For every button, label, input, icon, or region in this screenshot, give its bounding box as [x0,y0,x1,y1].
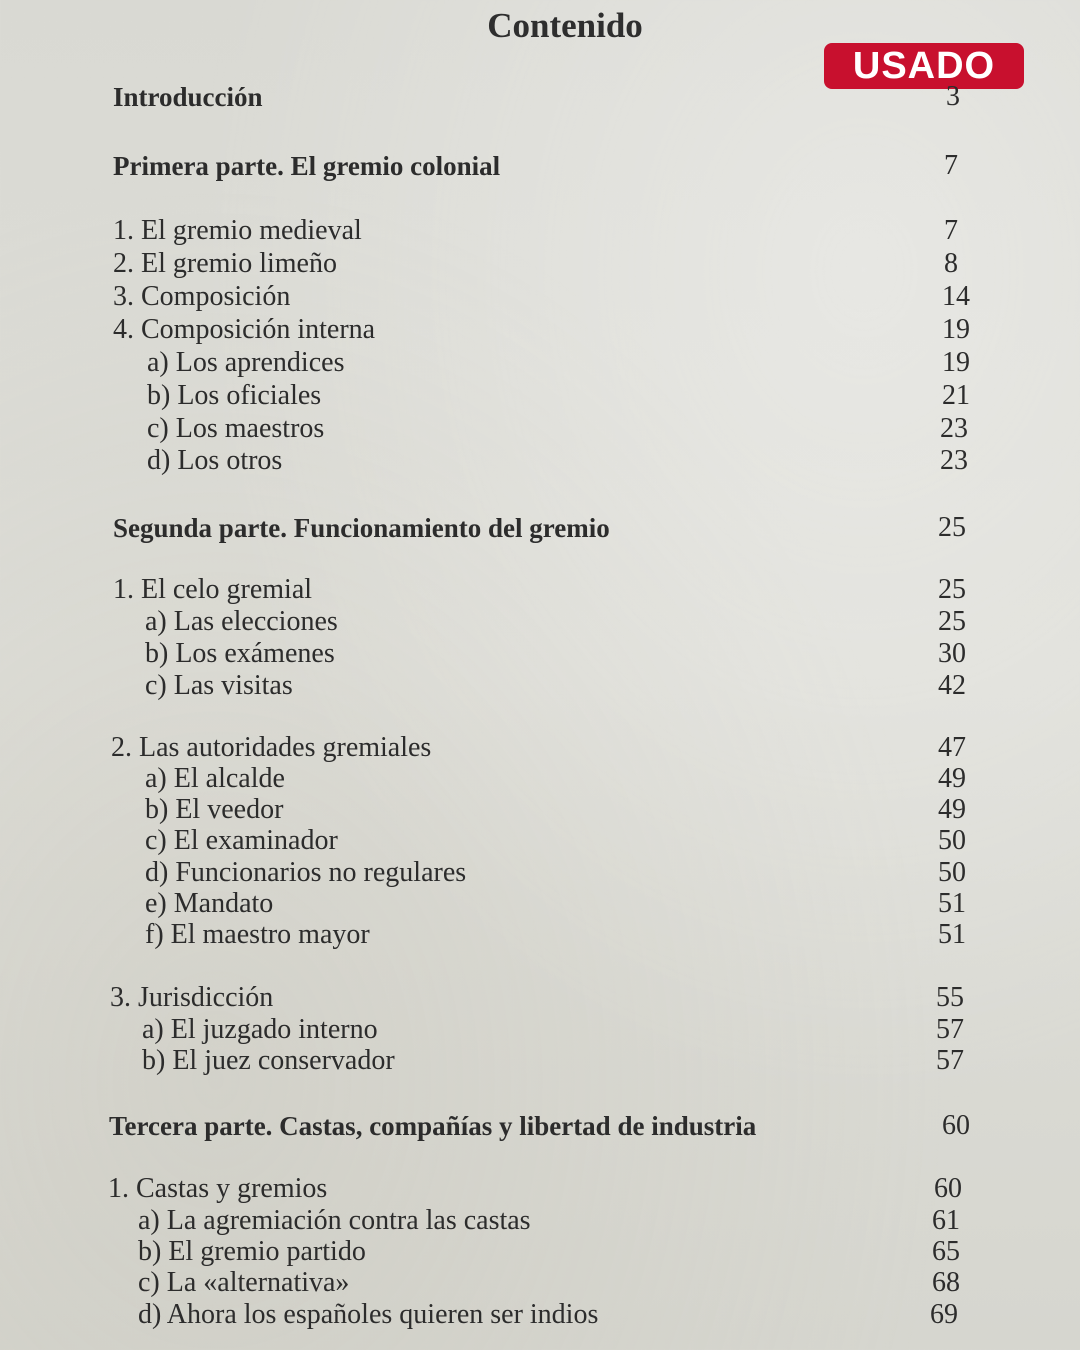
toc-entry [0,573,1080,607]
toc-entry-page: 51 [938,919,966,950]
toc-entry-label: b) El gremio partido [138,1236,366,1267]
toc-entry [0,1266,1080,1300]
toc-entry-page: 25 [938,606,966,637]
toc-entry [0,280,1080,314]
toc-entry-label: d) Funcionarios no regulares [145,857,467,888]
toc-entry [0,1044,1080,1078]
toc-entry-page: 49 [938,794,966,825]
toc-entry [0,731,1080,765]
toc-entry-label: f) El maestro mayor [145,919,370,950]
toc-entry [0,1204,1080,1238]
toc-entry-label: Introducción [113,82,263,112]
toc-entry [0,1298,1080,1332]
toc-entry-page: 61 [932,1205,960,1236]
toc-entry [0,346,1080,380]
toc-entry [0,511,1080,545]
toc-entry [0,887,1080,921]
toc-entry-page: 50 [938,825,966,856]
toc-entry [0,1172,1080,1206]
toc-entry [0,444,1080,478]
toc-entry-label: 1. Castas y gremios [108,1173,328,1204]
toc-entry-page: 57 [936,1014,964,1045]
toc-entry-page: 7 [944,215,958,246]
toc-entry-label: a) Los aprendices [147,347,345,378]
used-badge: USADO [824,43,1024,89]
toc-entry-page: 50 [938,857,966,888]
toc-entry-label: 2. El gremio limeño [113,248,337,279]
toc-entry-page: 19 [942,314,970,345]
toc-entry-label: b) Los oficiales [147,380,322,411]
toc-entry-label: 2. Las autoridades gremiales [111,732,432,763]
toc-entry-label: 3. Jurisdicción [110,982,274,1013]
toc-entry-page: 25 [938,574,966,605]
toc-entry-label: c) Las visitas [145,670,293,701]
toc-entry-page: 30 [938,638,966,669]
toc-entry [0,605,1080,639]
toc-entry-label: a) La agremiación contra las castas [138,1205,531,1236]
toc-entry-page: 55 [936,982,964,1013]
toc-entry-page: 57 [936,1045,964,1076]
toc-entry [0,1109,1080,1143]
toc-entry [0,856,1080,890]
toc-entry [0,793,1080,827]
toc-entry-page: 69 [930,1299,958,1330]
toc-entry-label: c) La «alternativa» [138,1267,350,1298]
toc-entry-label: b) El juez conservador [142,1045,395,1076]
toc-entry [0,669,1080,703]
toc-entry-label: 1. El gremio medieval [113,215,362,246]
toc-entry-page: 49 [938,763,966,794]
toc-entry-label: c) Los maestros [147,413,325,444]
toc-entry-page: 68 [932,1267,960,1298]
toc-entry [0,1235,1080,1269]
toc-entry-page: 3 [946,81,960,112]
toc-entry [0,981,1080,1015]
toc-entry-label: Segunda parte. Funcionamiento del gremio [113,513,610,543]
toc-entry-page: 65 [932,1236,960,1267]
toc-entry-label: b) El veedor [145,794,284,825]
toc-entry [0,762,1080,796]
page-title: Contenido [487,6,643,45]
toc-entry-label: d) Los otros [147,445,283,476]
toc-entry [0,412,1080,446]
toc-entry [0,247,1080,281]
toc-entry-label: d) Ahora los españoles quieren ser indios [138,1299,599,1330]
toc-entry [0,824,1080,858]
toc-entry [0,637,1080,671]
toc-entry [0,918,1080,952]
toc-entry-page: 60 [942,1110,970,1141]
toc-entry-page: 60 [934,1173,962,1204]
toc-entry-page: 47 [938,732,966,763]
toc-entry [0,80,1080,114]
toc-entry-label: Primera parte. El gremio colonial [113,151,501,181]
toc-entry-label: Tercera parte. Castas, compañías y libertad de industria [109,1111,757,1141]
toc-entry-page: 25 [938,512,966,543]
toc-entry [0,1013,1080,1047]
toc-entry [0,313,1080,347]
toc-entry-label: a) El juzgado interno [142,1014,378,1045]
toc-entry-page: 7 [944,150,958,181]
toc-entry-page: 51 [938,888,966,919]
toc-entry-page: 23 [940,445,968,476]
toc-entry [0,214,1080,248]
toc-entry-label: a) Las elecciones [145,606,338,637]
toc-entry-label: e) Mandato [145,888,274,919]
toc-entry-page: 21 [942,380,970,411]
toc-entry-label: c) El examinador [145,825,338,856]
toc-entry-page: 19 [942,347,970,378]
toc-entry-label: b) Los exámenes [145,638,335,669]
toc-entry-page: 14 [942,281,970,312]
toc-entry [0,379,1080,413]
toc-entry-label: 1. El celo gremial [113,574,313,605]
toc-entry-page: 42 [938,670,966,701]
toc-entry-label: 3. Composición [113,281,291,312]
toc-entry [0,149,1080,183]
toc-entry-page: 23 [940,413,968,444]
toc-entry-page: 8 [944,248,958,279]
toc-entry-label: 4. Composición interna [113,314,376,345]
toc-entry-label: a) El alcalde [145,763,285,794]
